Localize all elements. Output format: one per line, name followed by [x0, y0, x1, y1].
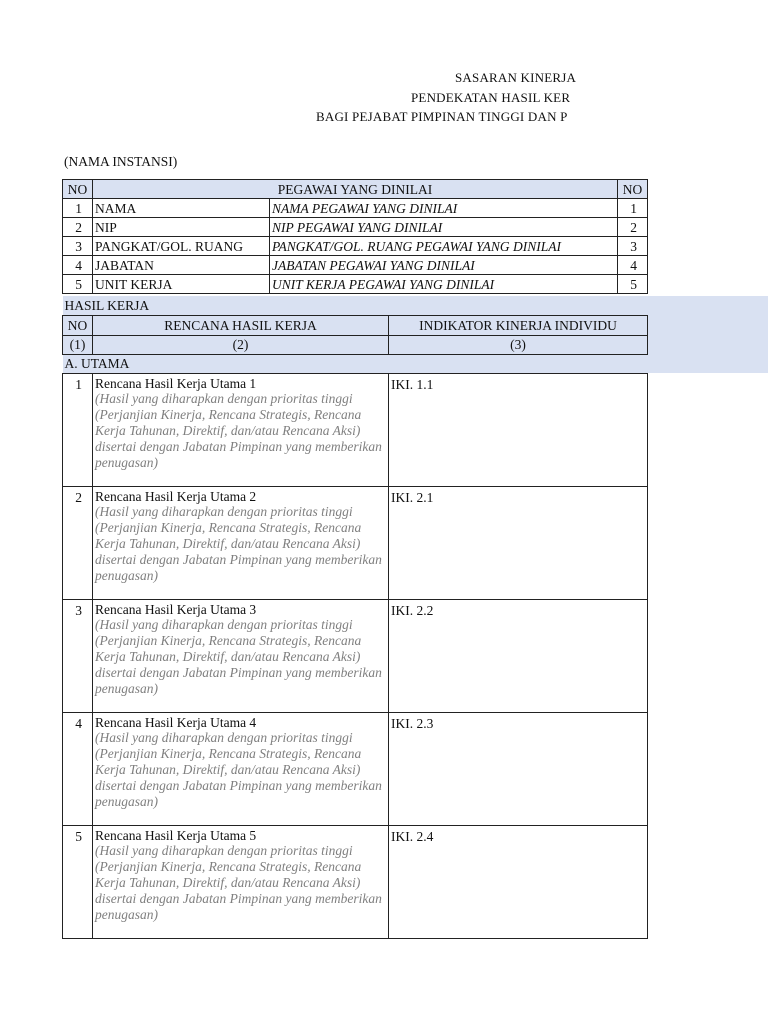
hk-col-indikator: INDIKATOR KINERJA INDIVIDU [389, 315, 648, 335]
hasil-kerja-header-row [63, 315, 648, 335]
rhk-title: Rencana Hasil Kerja Utama 2 [95, 488, 257, 504]
pegawai-row-value: JABATAN PEGAWAI YANG DINILAI [270, 256, 618, 275]
iki-cell: IKI. 2.2 [389, 599, 648, 712]
pegawai-row [63, 237, 648, 256]
rencana-hasil-kerja-rows [63, 373, 648, 938]
rhk-description: (Hasil yang diharapkan dengan prioritas tinggi (Perjanjian Kinerja, Rencana Strategis, Rencana Kerja Tahunan, Direktif, dan/atau Rencana Aksi) disertai dengan Jabatan Pimpinan yang memberikan penugasan) [95, 729, 382, 809]
pegawai-row [63, 199, 648, 218]
document-title-block [316, 66, 768, 126]
pegawai-row-label: JABATAN [93, 256, 270, 275]
rhk-title: Rencana Hasil Kerja Utama 1 [95, 375, 257, 391]
pegawai-row [63, 256, 648, 275]
rhk-description: (Hasil yang diharapkan dengan prioritas tinggi (Perjanjian Kinerja, Rencana Strategis, Rencana Kerja Tahunan, Direktif, dan/atau Rencana Aksi) disertai dengan Jabatan Pimpinan yang memberikan penugasan) [95, 503, 382, 583]
rencana-hasil-kerja-row [63, 712, 648, 825]
pegawai-row-label: UNIT KERJA [93, 275, 270, 294]
rhk-title: Rencana Hasil Kerja Utama 3 [95, 601, 257, 617]
pegawai-row-no: 2 [63, 218, 93, 237]
rencana-hasil-kerja-row [63, 486, 648, 599]
rencana-hasil-kerja-row [63, 825, 648, 938]
rhk-row-no: 4 [63, 712, 93, 825]
rhk-row-no: 1 [63, 373, 93, 486]
pegawai-row [63, 275, 648, 294]
pegawai-row-value: UNIT KERJA PEGAWAI YANG DINILAI [270, 275, 618, 294]
pegawai-row [63, 218, 648, 237]
iki-cell: IKI. 2.3 [389, 712, 648, 825]
pegawai-row-no-right: 5 [618, 275, 648, 294]
hasil-kerja-table [62, 296, 648, 939]
pegawai-row-value: NIP PEGAWAI YANG DINILAI [270, 218, 618, 237]
title-line-3: BAGI PEJABAT PIMPINAN TINGGI DAN P [316, 109, 568, 124]
subsection-utama: A. UTAMA [63, 354, 648, 373]
pegawai-row-label: PANGKAT/GOL. RUANG [93, 237, 270, 256]
hk-num-indikator: (3) [389, 335, 648, 354]
rhk-cell [93, 486, 389, 599]
pegawai-row-no: 3 [63, 237, 93, 256]
pegawai-rows [63, 199, 648, 294]
rhk-cell [93, 712, 389, 825]
pegawai-row-no-right: 2 [618, 218, 648, 237]
hasil-kerja-number-row [63, 335, 648, 354]
rhk-description: (Hasil yang diharapkan dengan prioritas tinggi (Perjanjian Kinerja, Rencana Strategis, Rencana Kerja Tahunan, Direktif, dan/atau Rencana Aksi) disertai dengan Jabatan Pimpinan yang memberikan penugasan) [95, 616, 382, 696]
pegawai-row-no-right: 3 [618, 237, 648, 256]
pegawai-col-title: PEGAWAI YANG DINILAI [93, 180, 618, 199]
rhk-title: Rencana Hasil Kerja Utama 4 [95, 714, 257, 730]
pegawai-row-no: 5 [63, 275, 93, 294]
pegawai-row-no: 1 [63, 199, 93, 218]
pegawai-table [62, 179, 648, 294]
pegawai-row-value: NAMA PEGAWAI YANG DINILAI [270, 199, 618, 218]
pegawai-row-no: 4 [63, 256, 93, 275]
hk-num-no: (1) [63, 335, 93, 354]
pegawai-col-no-right: NO [618, 180, 648, 199]
pegawai-header-row [63, 180, 648, 199]
rhk-row-no: 5 [63, 825, 93, 938]
rhk-cell [93, 825, 389, 938]
rhk-description: (Hasil yang diharapkan dengan prioritas tinggi (Perjanjian Kinerja, Rencana Strategis, Rencana Kerja Tahunan, Direktif, dan/atau Rencana Aksi) disertai dengan Jabatan Pimpinan yang memberikan penugasan) [95, 390, 382, 470]
iki-cell: IKI. 2.1 [389, 486, 648, 599]
instansi-label: (NAMA INSTANSI) [64, 154, 178, 169]
rhk-row-no: 3 [63, 599, 93, 712]
rhk-row-no: 2 [63, 486, 93, 599]
pegawai-row-no-right: 4 [618, 256, 648, 275]
rhk-description: (Hasil yang diharapkan dengan prioritas tinggi (Perjanjian Kinerja, Rencana Strategis, Rencana Kerja Tahunan, Direktif, dan/atau Rencana Aksi) disertai dengan Jabatan Pimpinan yang memberikan penugasan) [95, 842, 382, 922]
iki-cell: IKI. 1.1 [389, 373, 648, 486]
title-line-1: SASARAN KINERJA [455, 70, 577, 85]
rhk-cell [93, 599, 389, 712]
rencana-hasil-kerja-row [63, 373, 648, 486]
title-line-2: PENDEKATAN HASIL KER [411, 90, 571, 105]
rencana-hasil-kerja-row [63, 599, 648, 712]
pegawai-row-no-right: 1 [618, 199, 648, 218]
rhk-title: Rencana Hasil Kerja Utama 5 [95, 827, 257, 843]
pegawai-row-value: PANGKAT/GOL. RUANG PEGAWAI YANG DINILAI [270, 237, 618, 256]
iki-cell: IKI. 2.4 [389, 825, 648, 938]
header-fill-band [647, 296, 768, 373]
hasil-kerja-title: HASIL KERJA [63, 296, 648, 315]
hk-col-rencana: RENCANA HASIL KERJA [93, 315, 389, 335]
hk-col-no: NO [63, 315, 93, 335]
pegawai-col-no: NO [63, 180, 93, 199]
hk-num-rencana: (2) [93, 335, 389, 354]
rhk-cell [93, 373, 389, 486]
pegawai-row-label: NIP [93, 218, 270, 237]
pegawai-row-label: NAMA [93, 199, 270, 218]
